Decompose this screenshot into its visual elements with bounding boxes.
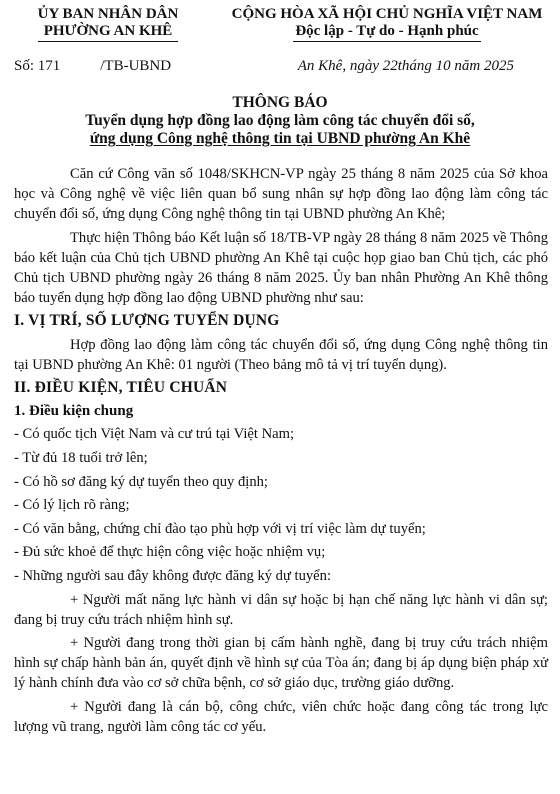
title-main: THÔNG BÁO	[232, 94, 328, 111]
agency-name-line2: PHƯỜNG AN KHÊ	[38, 23, 179, 42]
document-number-suffix: /TB-UBND	[100, 58, 172, 74]
section-1-text: Hợp đồng lao động làm công tác chuyển đổi số, ứng dụng Công nghệ thông tin tại UBND phường An Khê: 01 người (Theo bảng mô tả vị trí tuyển dụng).	[14, 336, 548, 373]
condition-item: - Có lý lịch rõ ràng;	[14, 497, 130, 514]
agency-name-line1: ỦY BAN NHÂN DÂN	[37, 6, 179, 22]
section-2-heading: II. ĐIỀU KIỆN, TIÊU CHUẨN	[14, 379, 228, 397]
document-body	[14, 164, 548, 740]
section-2-subheading: 1. Điều kiện chung	[14, 403, 134, 420]
ineligible-item: + Người đang trong thời gian bị cấm hành nghề, đang bị truy cứu trách nhiệm hình sự chấp hành bản án, quyết định về hình sự của Tòa án; đang bị áp dụng biện pháp xử lý hành chính đưa vào cơ sở chữa bệnh, cơ sở giáo dục, trường giáo dưỡng.	[14, 635, 548, 692]
condition-item: - Đủ sức khoẻ để thực hiện công việc hoặc nhiệm vụ;	[14, 544, 326, 561]
national-motto	[218, 6, 556, 42]
issue-date-line: An Khê, ngày 22tháng 10 năm 2025	[297, 58, 514, 74]
ineligible-item: + Người đang là cán bộ, công chức, viên chức hoặc đang công tác trong lực lượng vũ trang, người làm công tác cơ yếu.	[14, 698, 548, 735]
general-conditions-list	[14, 424, 548, 586]
document-number	[14, 58, 171, 75]
ineligible-item: + Người mất năng lực hành vi dân sự hoặc bị hạn chế năng lực hành vi dân sự; đang bị truy cứu trách nhiệm hình sự.	[14, 591, 548, 628]
intro-paragraph-2: Thực hiện Thông báo Kết luận số 18/TB-VP ngày 28 tháng 8 năm 2025 về Thông báo kết luận của Chủ tịch UBND phường An Khê tại cuộc họp giao ban Chủ tịch, các phó Chủ tịch UBND phường ngày 26 tháng 8 năm 2025. Ủy ban nhân Phường An Khê thông báo tuyển dụng hợp đồng lao động UBND phường như sau:	[14, 229, 548, 307]
document-number-prefix: Số: 171	[14, 58, 61, 74]
intro-paragraph-1: Căn cứ Công văn số 1048/SKHCN-VP ngày 25 tháng 8 năm 2025 của Sở khoa học và Công nghệ về việc liên quan bổ sung nhân sự hợp đồng lao động làm công tác chuyển đổi số, ứng dụng Công nghệ thông tin tại UBND phường An Khê;	[14, 166, 548, 223]
title-line2: ứng dụng Công nghệ thông tin tại UBND phường An Khê	[89, 130, 471, 147]
condition-item: - Từ đủ 18 tuổi trở lên;	[14, 450, 148, 467]
condition-item: - Có quốc tịch Việt Nam và cư trú tại Việt Nam;	[14, 426, 294, 443]
document-title	[0, 94, 560, 148]
motto-text: Độc lập - Tự do - Hạnh phúc	[293, 23, 480, 42]
ineligible-list	[14, 590, 548, 737]
issuing-agency	[8, 6, 208, 42]
condition-item: - Có văn bằng, chứng chỉ đào tạo phù hợp với vị trí việc làm dự tuyển;	[14, 520, 426, 537]
condition-item: - Những người sau đây không được đăng ký dự tuyển:	[14, 568, 332, 584]
country-name: CỘNG HÒA XÃ HỘI CHỦ NGHĨA VIỆT NAM	[231, 6, 543, 22]
condition-item: - Có hồ sơ đăng ký dự tuyển theo quy định;	[14, 473, 268, 490]
section-1-heading: I. VỊ TRÍ, SỐ LƯỢNG TUYỂN DỤNG	[14, 312, 280, 330]
title-line1: Tuyển dụng hợp đồng lao động làm công tác chuyển đổi số,	[85, 112, 475, 129]
